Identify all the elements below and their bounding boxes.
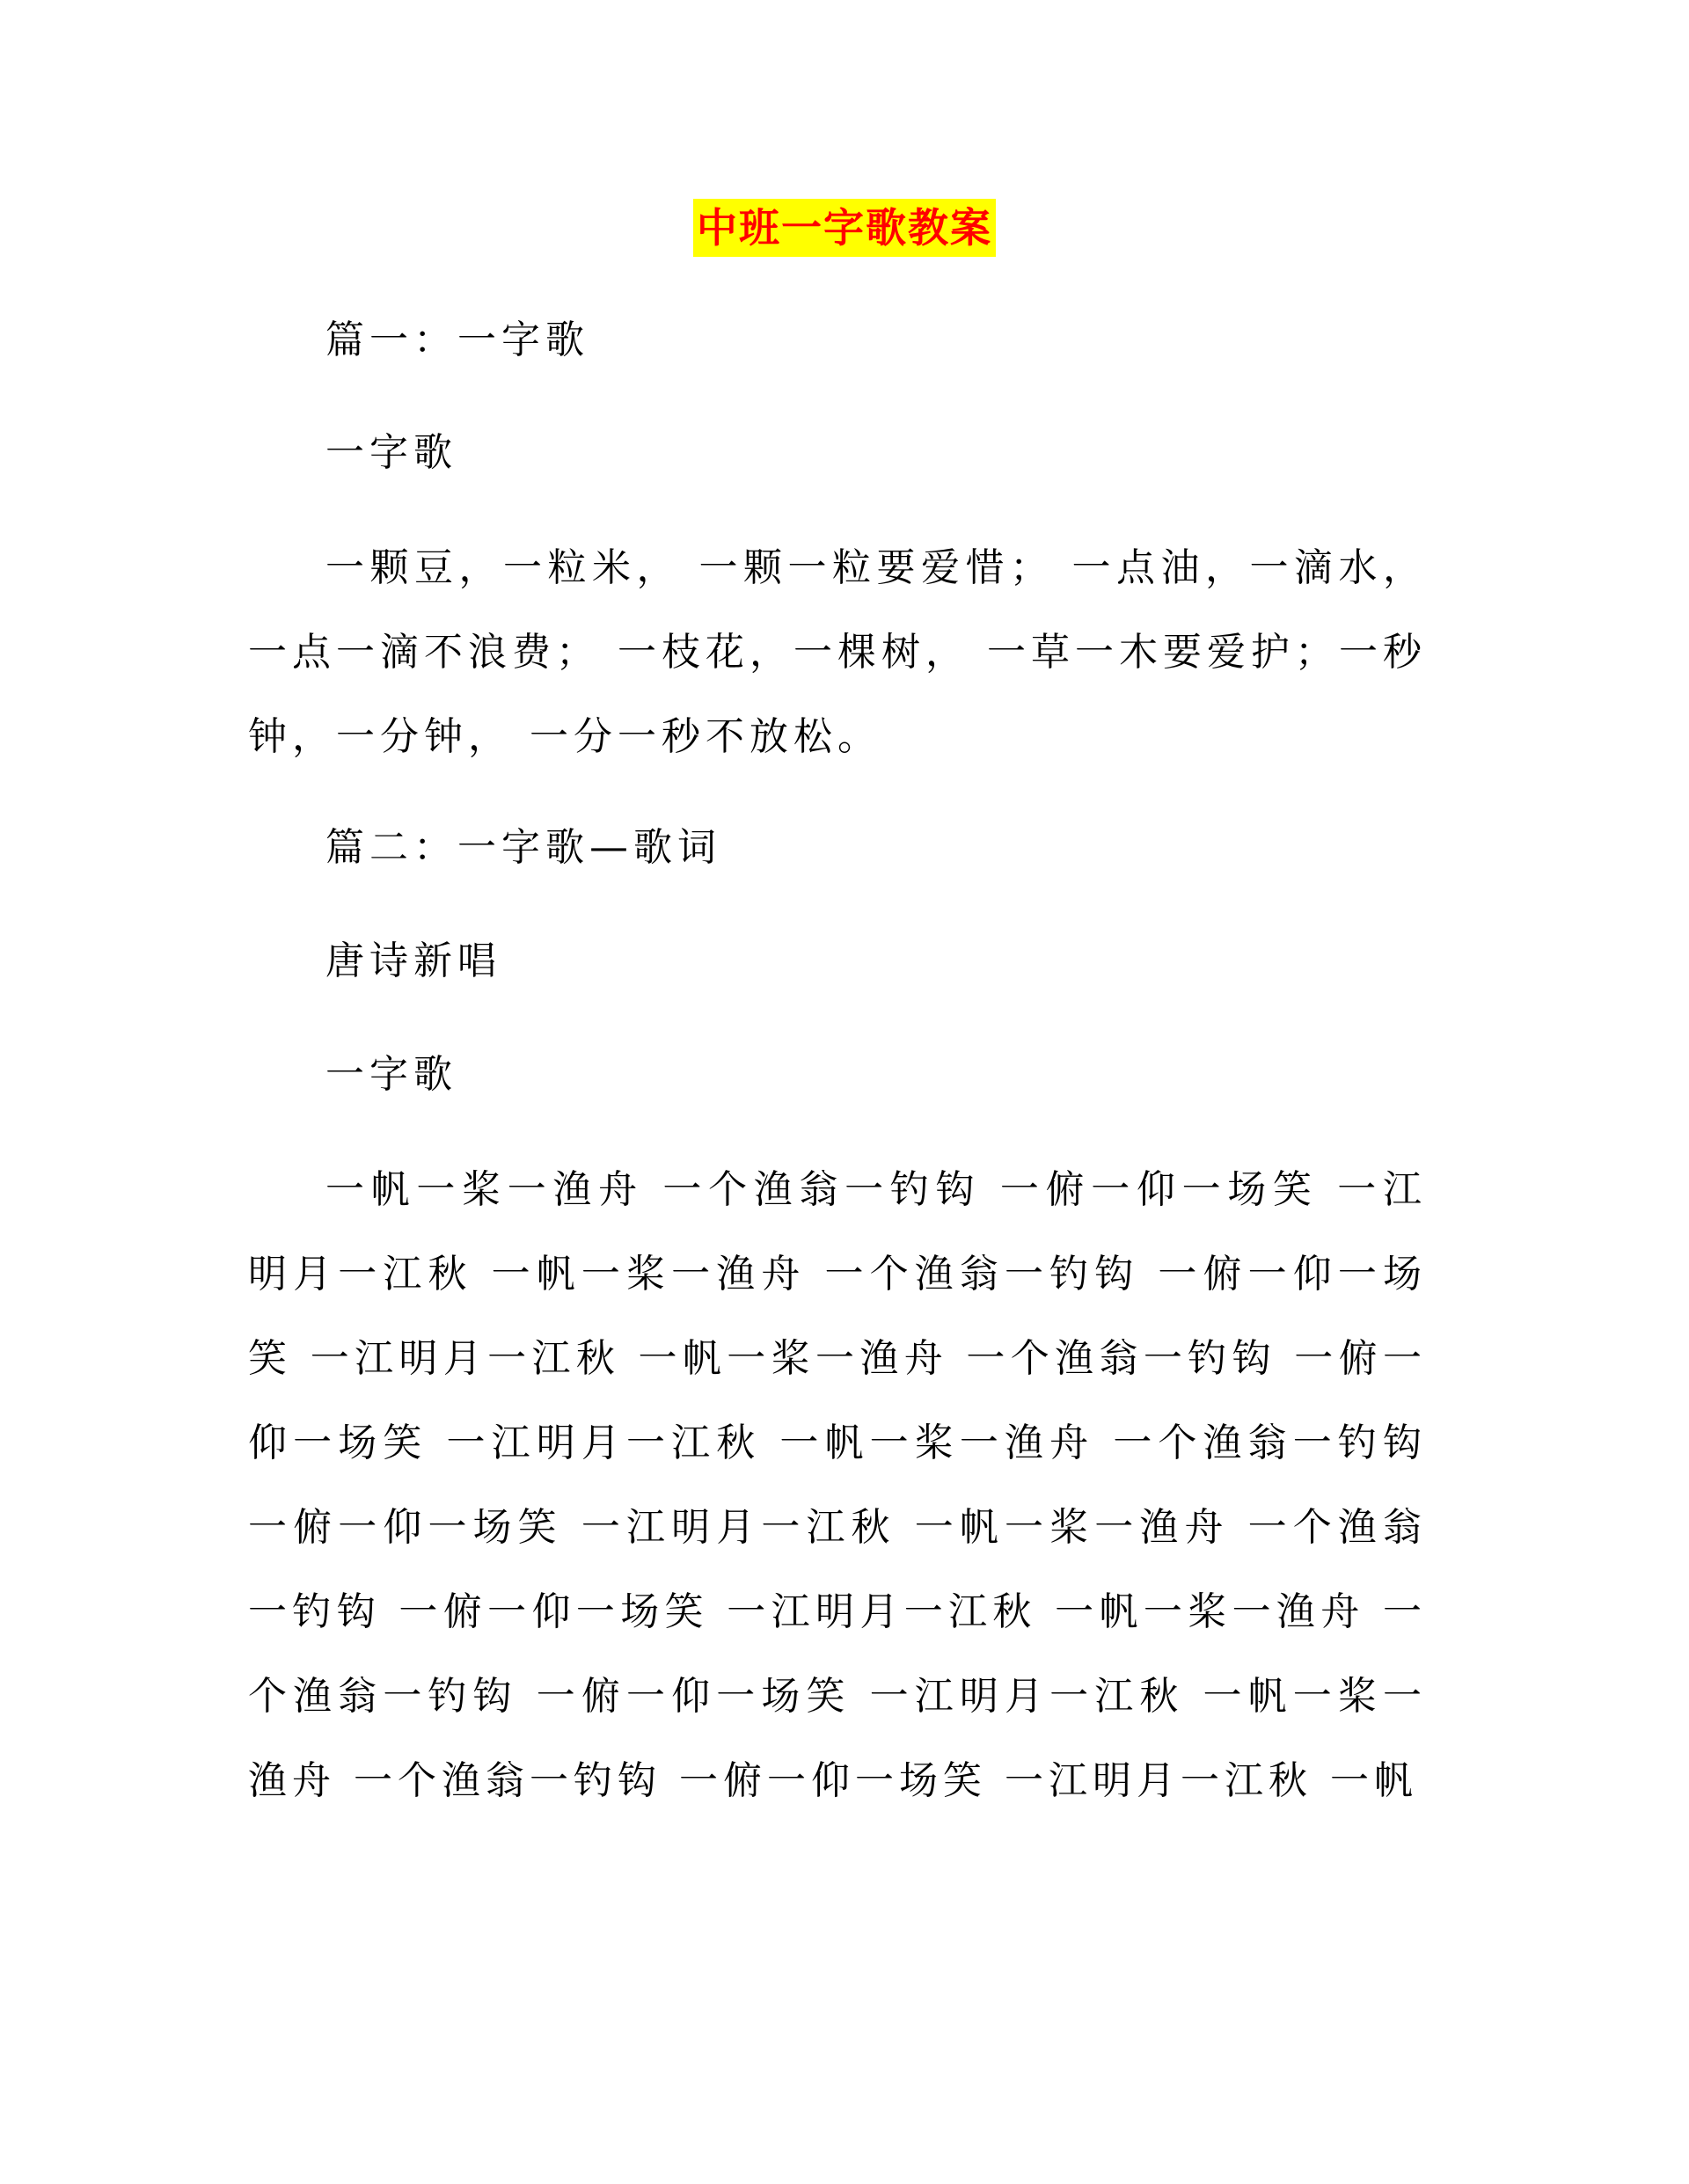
section-one-body: 一颗豆，一粒米， 一颗一粒要爱惜； 一点油，一滴水，一点一滴不浪费； 一枝花，一棵树， 一草一木要爱护；一秒钟，一分钟， 一分一秒不放松。 — [248, 545, 1427, 759]
section-two-subheading: 唐诗新唱 — [325, 939, 501, 983]
title-container — [0, 199, 1689, 257]
section-one-subtitle: 一字歌 — [325, 430, 457, 475]
document-title: 中班一字歌教案 — [693, 199, 996, 257]
section-one-heading: 篇一：一字歌 — [325, 318, 589, 362]
section-two-heading: 篇二：一字歌—歌词 — [325, 825, 721, 870]
section-two-subtitle: 一字歌 — [325, 1052, 457, 1097]
section-two-body: 一帆一桨一渔舟 一个渔翁一钓钩 一俯一仰一场笑 一江明月一江秋 一帆一桨一渔舟 一个渔翁一钓钩 一俯一仰一场笑 一江明月一江秋 一帆一桨一渔舟 一个渔翁一钓钩 一俯一仰一场笑 一江明月一江秋 一帆一桨一渔舟 一个渔翁一钓钩 一俯一仰一场笑 一江明月一江秋 一帆一桨一渔舟 一个渔翁一钓钩 一俯一仰一场笑 一江明月一江秋 一帆一桨一渔舟 一个渔翁一钓钩 一俯一仰一场笑 一江明月一江秋 一帆一桨一渔舟 一个渔翁一钓钩 一俯一仰一场笑 一江明月一江秋 一帆 — [248, 1167, 1427, 1803]
